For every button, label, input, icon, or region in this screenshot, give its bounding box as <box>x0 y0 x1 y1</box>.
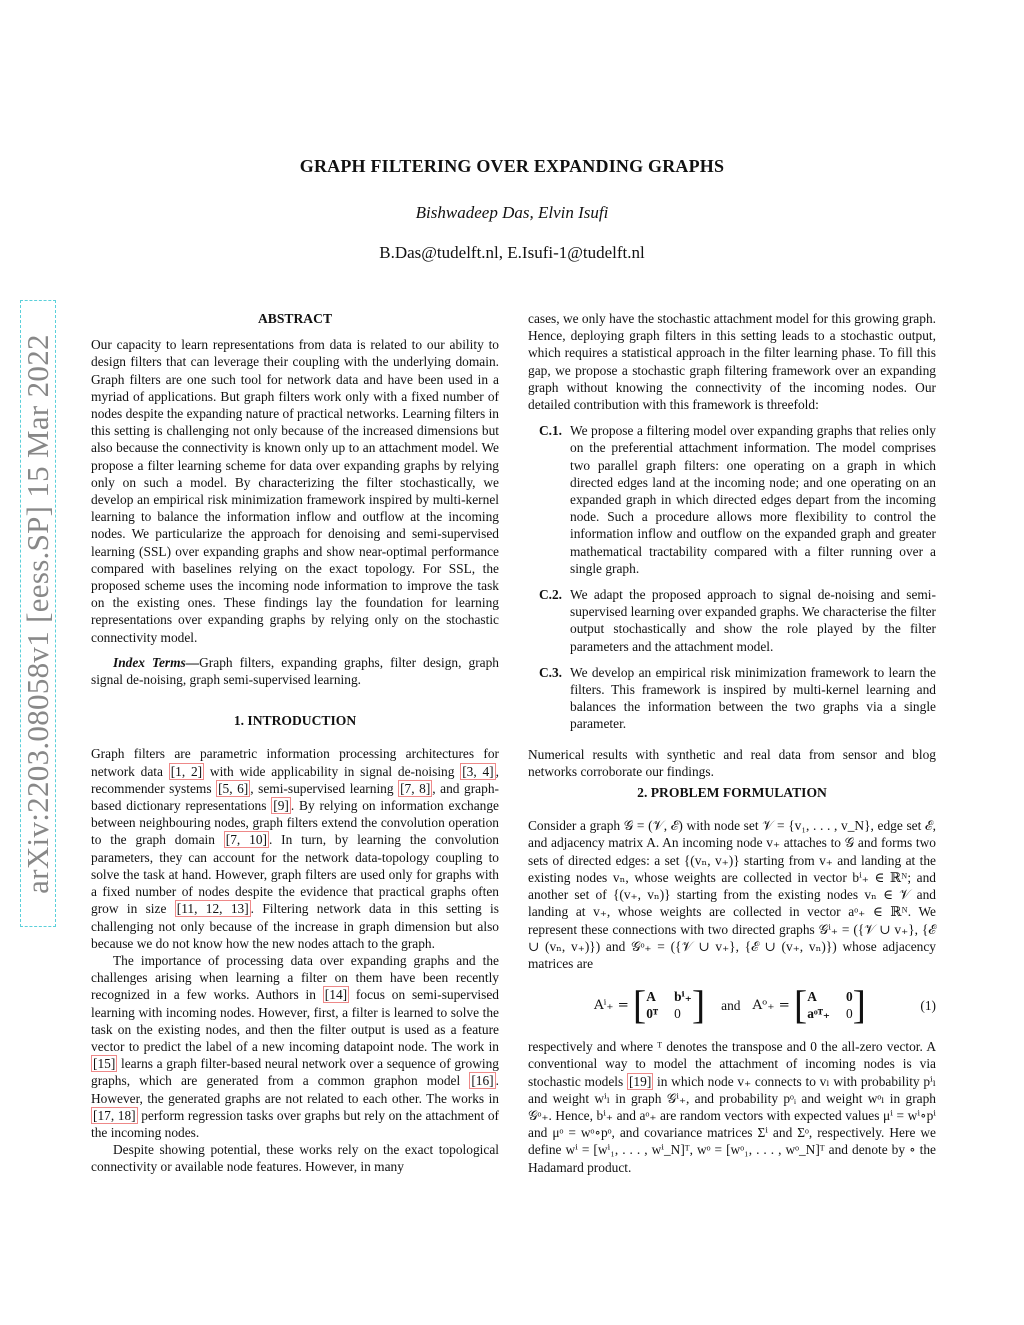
contribution-item <box>528 422 936 577</box>
section-2-heading: 2. PROBLEM FORMULATION <box>637 785 827 801</box>
contribution-item <box>528 586 936 655</box>
matrix-cells <box>646 988 692 1022</box>
abstract-heading: ABSTRACT <box>257 311 333 326</box>
text-run: , and graph-based dictionary representations <box>91 780 499 814</box>
bracket-right: ] <box>691 982 706 1028</box>
citation-link[interactable]: [19] <box>628 1073 652 1089</box>
equation-number: (1) <box>920 997 936 1013</box>
text-run: learns a graph filter-based neural network over a sequence of growing graphs, which are generated from a common graphon model <box>91 1056 499 1089</box>
arxiv-id-text: arXiv:2203.08058v1 [eess.SP] 15 Mar 2022 <box>20 333 55 894</box>
equation-lhs-1: Aⁱ₊ = <box>593 997 629 1013</box>
citation-link[interactable]: [5, 6] <box>218 780 249 796</box>
contribution-text: We adapt the proposed approach to signal de-noising and semi-supervised learning over expanded graphs. We characterise the filter output stochastically and show the role played by the filter parameters and the attachment model. <box>570 587 936 654</box>
citation-link[interactable]: [14] <box>324 987 348 1003</box>
citation-link[interactable]: [11, 12, 13] <box>176 901 249 917</box>
left-column <box>91 310 499 1176</box>
text-run: . Filtering network data in this setting is challenging not only because of the increase in graph dimension but also because we do not know how the new nodes attach to the graph. <box>91 901 499 951</box>
intro-heading: 1. INTRODUCTION <box>233 713 357 729</box>
matrix-cell: A <box>646 989 656 1005</box>
matrix-cell: 0 <box>845 989 853 1005</box>
contribution-label: C.2. <box>538 587 562 603</box>
citation-link[interactable]: [17, 18] <box>93 1107 136 1123</box>
text-run: , semi-supervised learning <box>250 780 399 796</box>
text-run: Graph filters are parametric information processing architectures for network data <box>91 746 499 779</box>
text-run: . However, the generated graphs are not related to each other. The works in <box>91 1073 499 1106</box>
intro-paragraph-2 <box>91 952 499 1141</box>
bracket-right: ] <box>852 982 866 1028</box>
equation-lhs-2: Aᵒ₊ = <box>752 997 790 1013</box>
matrix-cell: A <box>807 989 817 1005</box>
citation-link[interactable]: [9] <box>273 798 289 814</box>
citation-link[interactable]: [3, 4] <box>462 763 494 779</box>
index-terms-text: Graph filters, expanding graphs, filter design, graph signal de-noising, graph semi-supervised learning. <box>91 654 499 688</box>
problem-formulation-text: Consider a graph 𝒢 = (𝒱, ℰ) with node set 𝒱 = {v₁, . . . , v_N}, edge set ℰ, and adjacency matrix A. An incoming node v₊ attaches to 𝒢 and forms two sets of directed edges: a set {(vₙ, v₊)} starting from v₊ and landing at the existing nodes vₙ, whose weights are collected in vector bⁱ₊ ∈ ℝᴺ; and another set of {(v₊, vₙ)} starting from the existing nodes vₙ ∈ 𝒱 and landing at v₊, whose weights are collected in vector aᵒ₊ ∈ ℝᴺ. We represent these connections with two directed graphs 𝒢ⁱ₊ = ({𝒱 ∪ v₊}, {ℰ ∪ (vₙ, v₊)}) and 𝒢ᵒ₊ = ({𝒱 ∪ v₊}, {ℰ ∪ (v₊, vₙ)}) whose adjacency matrices are <box>528 818 936 971</box>
contribution-text: We develop an empirical risk minimization framework to learn the filters. This framework is inspired by multi-kernel learning and balances the information between the two graphs via a single parameter. <box>570 664 936 732</box>
intro-continued: cases, we only have the stochastic attachment model for this growing graph. Hence, deploying graph filters in this setting leads to a stochastic output, which requires a statistical approach in the filter learning phase. To fill this gap, we propose a stochastic graph filtering framework over an expanding graph without knowing the connectivity of the incoming nodes. Our detailed contribution with this framework is threefold: <box>528 311 936 413</box>
contribution-item <box>528 664 936 733</box>
numerical-results-text: Numerical results with synthetic and real data from sensor and blog networks corroborate our findings. <box>528 746 936 779</box>
author-emails: B.Das@tudelft.nl, E.Isufi-1@tudelft.nl <box>379 243 645 262</box>
text-run: , recommender systems <box>91 763 499 796</box>
right-column <box>528 310 936 1176</box>
bracket-left: [ <box>632 982 647 1028</box>
citation-link[interactable]: [7, 10] <box>225 832 267 848</box>
text-run: The importance of processing data over expanding graphs and the challenges arising when learning a filter on them have been recently recognized in a few works. Authors in <box>91 952 499 1003</box>
citation-link[interactable]: [16] <box>471 1073 494 1089</box>
text-run: . By relying on information exchange between neighbouring nodes, graph filters extend the convolution operation to the graph domain <box>91 798 499 848</box>
text-run: in which node v₊ connects to vₗ with probability pⁱₗ and weight wⁱₗ in graph 𝒢ⁱ₊, and probability pᵒᵢ and weight wᵒₗ in graph 𝒢ᵒ₊. Hence, bⁱ₊ and aᵒ₊ are random vectors with expected values μⁱ = wⁱ∘pⁱ and μᵒ = wᵒ∘pᵒ, and covariance matrices Σⁱ and Σᵒ, respectively. Here we define wⁱ = [wⁱ₁, . . . , wⁱ_N]ᵀ, wᵒ = [wᵒ₁, . . . , wᵒ_N]ᵀ and denote by ∘ the Hadamard product. <box>528 1073 936 1175</box>
abstract-text: Our capacity to learn representations from data is related to our ability to design filters that can leverage their coupling with the underlying domain. Graph filters are one such tool for network data and have been used in a myriad of applications. But graph filters work only with a fixed number of nodes despite the expanding nature of practical networks. Learning filters in this setting is challenging not only because of the increased dimensions but also because the connectivity is known only up to an attachment model. We propose a filter learning scheme for data over expanding graphs by relying only on such a model. By characterizing the filter stochastically, we develop an empirical risk minimization framework inspired by multi-kernel learning to balance the information inflow and outflow at the incoming nodes. We particularize the approach for denoising and semi-supervised learning (SSL) over expanding graphs and show near-optimal performance compared with baselines relying on the exact topology. For SSL, the proposed scheme uses the incoming node information to improve the task on the existing ones. These findings lay the foundation for learning representations over expanding graphs by relying only on the stochastic connectivity model. <box>91 337 499 645</box>
intro-paragraph-3: Despite showing potential, these works rely on the exact topological connectivity or available node features. However, in many <box>91 1142 499 1175</box>
matrix-cells <box>807 988 852 1022</box>
citation-link[interactable]: [1, 2] <box>170 763 203 779</box>
text-run: with wide applicability in signal de-noising <box>204 763 461 779</box>
citation-link[interactable]: [7, 8] <box>400 780 431 796</box>
matrix-2 <box>793 982 866 1028</box>
index-terms <box>91 654 499 688</box>
paper-title: GRAPH FILTERING OVER EXPANDING GRAPHS <box>299 156 725 176</box>
equation-and: and <box>721 997 741 1013</box>
index-terms-label: Index Terms— <box>113 654 200 670</box>
text-run: perform regression tasks over graphs but rely on the attachment of the incoming nodes. <box>91 1107 499 1140</box>
matrix-1 <box>632 982 706 1028</box>
contribution-label: C.3. <box>538 664 562 680</box>
text-run: focus on semi-supervised learning with incoming nodes. However, first, a filter is learned to solve the task on the existing nodes, and then the filter output is used as a feature vector to predict the label of a new incoming datapoint node. The work in <box>91 987 499 1054</box>
text-run: respectively and where ᵀ denotes the transpose and 0 the all-zero vector. A conventional way to model the attachment of incoming nodes is via stochastic models <box>528 1039 936 1089</box>
citation-link[interactable]: [15] <box>93 1056 116 1072</box>
contribution-label: C.1. <box>538 423 562 439</box>
matrix-cell: 0 <box>674 1006 681 1022</box>
attachment-model-text <box>528 1038 936 1176</box>
contribution-text: We propose a filtering model over expanding graphs that relies only on the preferential attachment information. The model comprises two parallel graph filters: one operating on a graph in which directed edges land at the incoming node; and one operating on an expanded graph in which directed edges depart from the incoming node. Such a procedure allows more flexibility to control the information inflow and outflow on the expanded graph and greater mathematical tractability compared with a filter running over a single graph. <box>570 423 936 576</box>
intro-paragraph-1 <box>91 745 499 951</box>
matrix-cell: bⁱ₊ <box>674 989 692 1005</box>
matrix-cell: aᵒᵀ₊ <box>807 1006 830 1022</box>
text-run: . In turn, by learning the convolution parameters, they can account for the network data-topology coupling to solve the task at hand. However, graph filters are used only for graphs with a fixed number of nodes despite the evidence that practical graphs often grow in size <box>91 832 499 917</box>
matrix-cell: 0 <box>845 1006 853 1022</box>
arxiv-side-stamp <box>20 300 56 927</box>
bracket-left: [ <box>793 982 808 1028</box>
matrix-cell: 0ᵀ <box>646 1006 659 1022</box>
equation-1 <box>528 982 936 1028</box>
paper-authors: Bishwadeep Das, Elvin Isufi <box>415 203 609 222</box>
